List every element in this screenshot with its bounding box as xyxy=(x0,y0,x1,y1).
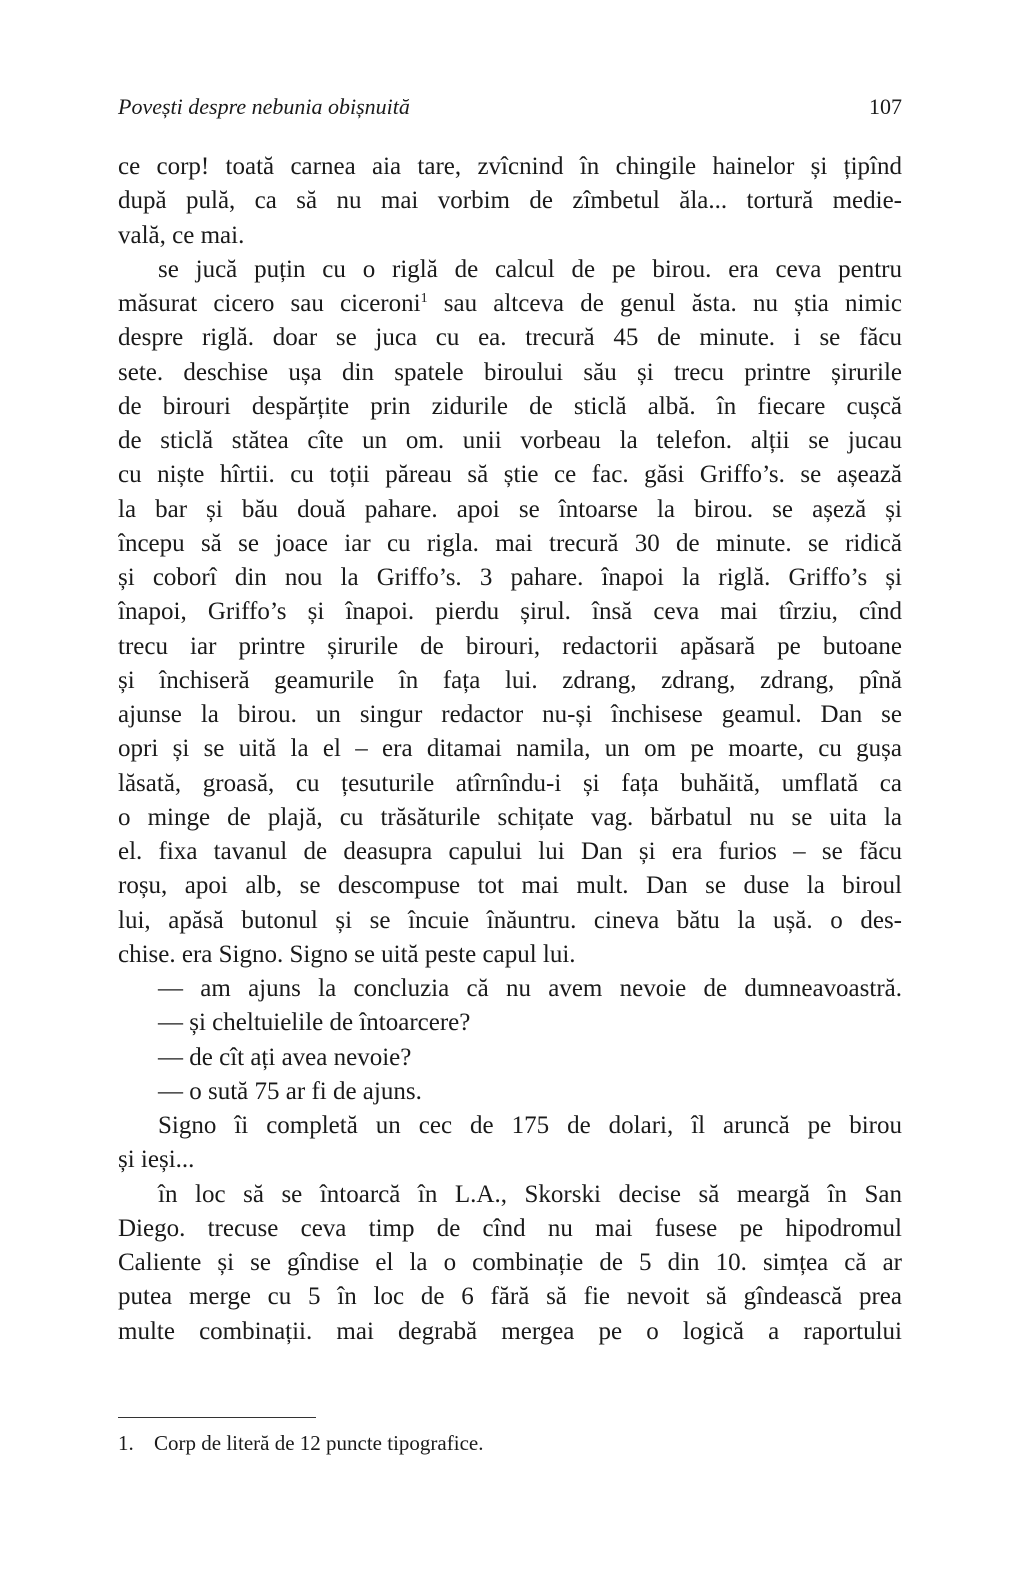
footnote-divider xyxy=(118,1417,316,1418)
text-line xyxy=(118,630,902,664)
footnote xyxy=(118,1428,483,1458)
line-text: după pulă, ca să nu mai vorbim de zîmbetul ăla... tortură medie- xyxy=(118,187,902,215)
text-line xyxy=(118,767,902,801)
line-text: începu să se joace iar cu rigla. mai trecură 30 de minute. se ridică xyxy=(118,529,902,557)
text-line xyxy=(118,1109,902,1143)
line-text: sau altceva de genul ăsta. nu știa nimic xyxy=(427,290,902,317)
text-line xyxy=(118,287,902,321)
running-header xyxy=(118,94,902,124)
line-text: și închiseră geamurile în fața lui. zdrang, zdrang, zdrang, pînă xyxy=(118,666,902,694)
body-text xyxy=(118,150,902,1349)
text-line xyxy=(118,493,902,527)
text-line xyxy=(118,321,902,355)
text-line xyxy=(118,1246,902,1280)
line-text: multe combinații. mai degrabă mergea pe o logică a raportului xyxy=(118,1317,902,1345)
line-text: — o sută 75 ar fi de ajuns. xyxy=(158,1077,422,1105)
line-text: Diego. trecuse ceva timp de cînd nu mai fusese pe hipodromul xyxy=(118,1214,902,1242)
text-line xyxy=(118,1006,902,1040)
line-text: ajunse la birou. un singur redactor nu-și închisese geamul. Dan se xyxy=(118,701,902,728)
line-text: lui, apăsă butonul și se încuie înăuntru. cineva bătu la ușă. o des- xyxy=(118,906,902,934)
line-text: și ieși... xyxy=(118,1146,195,1174)
line-text: de sticlă stătea cîte un om. unii vorbeau la telefon. alții se jucau xyxy=(118,427,902,454)
text-line xyxy=(118,1143,902,1177)
text-line xyxy=(118,1075,902,1109)
line-text: se jucă puțin cu o riglă de calcul de pe birou. era ceva pentru xyxy=(158,255,902,283)
line-text: la bar și bău două pahare. apoi se întoarse la birou. se așeză și xyxy=(118,495,902,523)
line-text: vală, ce mai. xyxy=(118,221,245,249)
footnote-reference: 1 xyxy=(420,291,428,306)
text-line xyxy=(118,424,902,458)
text-line xyxy=(118,253,902,287)
text-line xyxy=(118,664,902,698)
line-text: chise. era Signo. Signo se uită peste capul lui. xyxy=(118,940,576,968)
text-line xyxy=(118,904,902,938)
text-line xyxy=(118,869,902,903)
footnote-number: 1. xyxy=(118,1431,134,1455)
text-line xyxy=(118,1315,902,1349)
line-text: opri și se uită la el – era ditamai namila, un om pe moarte, cu gușa xyxy=(118,735,902,763)
text-line xyxy=(118,835,902,869)
text-line xyxy=(118,698,902,732)
line-text: roșu, apoi alb, se descompuse tot mai mult. Dan se duse la biroul xyxy=(118,872,902,900)
line-text: de birouri despărțite prin zidurile de sticlă albă. în fiecare cușcă xyxy=(118,392,902,420)
text-line xyxy=(118,801,902,835)
text-line xyxy=(118,150,902,184)
line-text: trecu iar printre șirurile de birouri, redactorii apăsară pe butoane xyxy=(118,632,902,660)
line-text: putea merge cu 5 în loc de 6 fără să fie nevoit să gîndească prea xyxy=(118,1283,902,1311)
text-line xyxy=(118,184,902,218)
line-text: — și cheltuielile de întoarcere? xyxy=(158,1009,471,1037)
line-text: — de cît ați avea nevoie? xyxy=(158,1043,412,1071)
text-line xyxy=(118,458,902,492)
text-line xyxy=(118,595,902,629)
line-text: despre riglă. doar se juca cu ea. trecură 45 de minute. i se făcu xyxy=(118,324,902,352)
text-line xyxy=(118,390,902,424)
line-text: sete. deschise ușa din spatele biroului său și trecu printre șirurile xyxy=(118,358,902,386)
line-text: măsurat cicero sau ciceroni xyxy=(118,290,421,317)
line-text: ce corp! toată carnea aia tare, zvîcnind în chingile hainelor și țipînd xyxy=(118,153,902,180)
line-text: cu niște hîrtii. cu toții păreau să știe ce fac. găsi Griffo’s. se așează xyxy=(118,461,902,489)
line-text: Signo îi completă un cec de 175 de dolari, îl aruncă pe birou xyxy=(158,1112,902,1139)
line-text: lăsată, groasă, cu țesuturile atîrnîndu-i și fața buhăită, umflată ca xyxy=(118,769,902,797)
running-title: Povești despre nebunia obișnuită xyxy=(118,94,410,119)
text-line xyxy=(118,1212,902,1246)
text-line xyxy=(118,356,902,390)
text-line xyxy=(118,732,902,766)
line-text: o minge de plajă, cu trăsăturile schițate vag. bărbatul nu se uita la xyxy=(118,803,902,831)
line-text: — am ajuns la concluzia că nu avem nevoie de dumneavoastră. xyxy=(158,975,902,1002)
text-line xyxy=(118,219,902,253)
line-text: Caliente și se gîndise el la o combinație de 5 din 10. simțea că ar xyxy=(118,1249,902,1276)
text-line xyxy=(118,1041,902,1075)
line-text: și coborî din nou la Griffo’s. 3 pahare. înapoi la riglă. Griffo’s și xyxy=(118,564,902,591)
footnote-text: Corp de literă de 12 puncte tipografice. xyxy=(154,1431,484,1455)
text-line xyxy=(118,938,902,972)
text-line xyxy=(118,527,902,561)
line-text: el. fixa tavanul de deasupra capului lui Dan și era furios – se făcu xyxy=(118,838,902,865)
line-text: în loc să se întoarcă în L.A., Skorski decise să meargă în San xyxy=(158,1180,902,1208)
text-line xyxy=(118,972,902,1006)
text-line xyxy=(118,1280,902,1314)
line-text: înapoi, Griffo’s și înapoi. pierdu șirul. însă ceva mai tîrziu, cînd xyxy=(118,598,902,626)
text-line xyxy=(118,561,902,595)
text-line xyxy=(118,1178,902,1212)
page-number: 107 xyxy=(869,94,902,119)
